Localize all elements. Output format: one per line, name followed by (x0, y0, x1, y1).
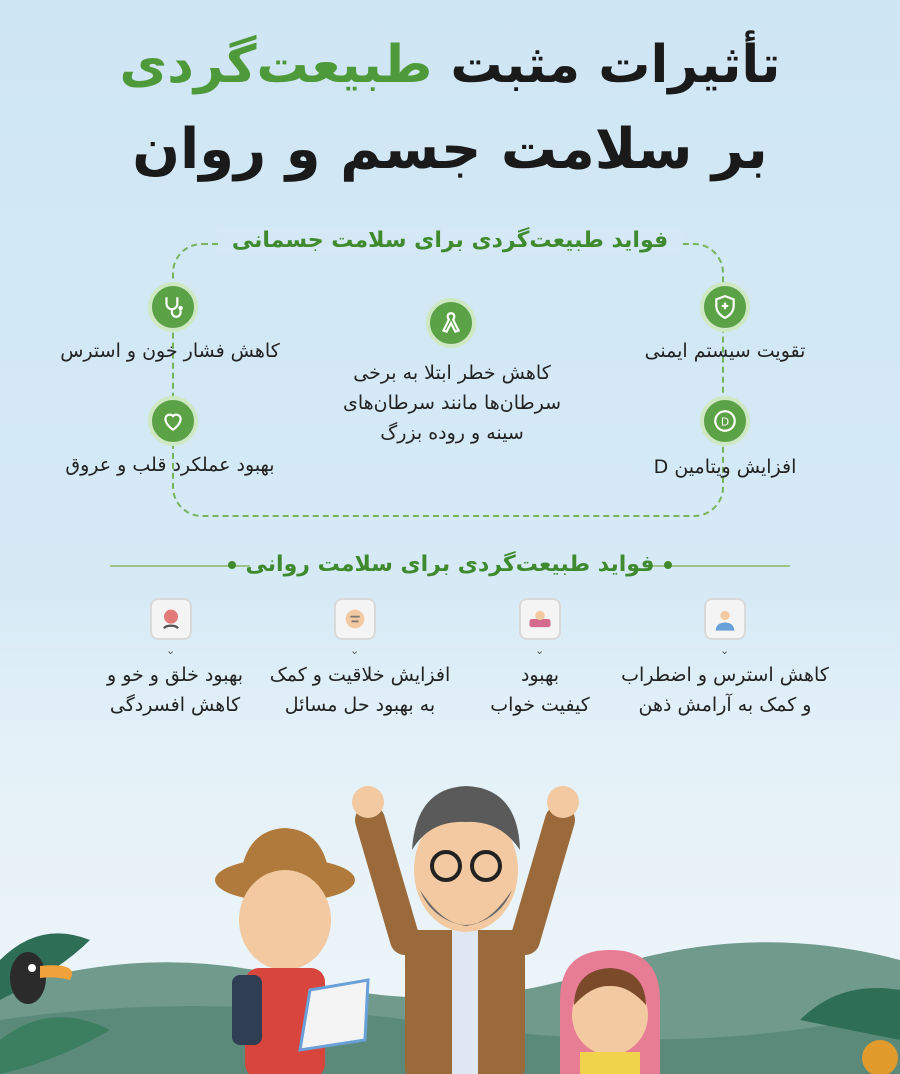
physical-heading: فواید طبیعت‌گردی برای سلامت جسمانی (0, 228, 900, 253)
title-part1: تأثیرات مثبت (432, 35, 781, 95)
sleep-icon (519, 598, 561, 640)
hiking-family-illustration (0, 740, 900, 1074)
mental-item-sleep: بهبود کیفیت خواب (490, 664, 590, 716)
page-title (0, 30, 900, 100)
chevron-down-icon: ⌄ (720, 644, 730, 657)
svg-text:D: D (720, 415, 730, 429)
mental-item-mood: بهبود خلق و خو و کاهش افسردگی (106, 664, 243, 716)
physical-item-immunity: تقویت سیستم ایمنی (644, 340, 806, 362)
bullet-dot (228, 561, 236, 569)
calm-person-icon (704, 598, 746, 640)
cancer-ribbon-icon (426, 298, 476, 348)
physical-item-cancer: کاهش خطر ابتلا به برخی سرطان‌ها مانند سرطان‌های سینه و روده بزرگ (342, 362, 562, 444)
chevron-down-icon: ⌄ (350, 644, 360, 657)
mood-icon (150, 598, 192, 640)
mental-heading: فواید طبیعت‌گردی برای سلامت روانی (0, 552, 900, 577)
chevron-down-icon: ⌄ (535, 644, 545, 657)
mental-item-creativity: افزایش خلاقیت و کمک به بهبود حل مسائل (269, 664, 451, 716)
mental-item-stress: کاهش استرس و اضطراب و کمک به آرامش ذهن (621, 664, 829, 716)
page-subtitle: بر سلامت جسم و روان (132, 117, 768, 182)
shield-plus-icon (700, 282, 750, 332)
stethoscope-icon (148, 282, 198, 332)
physical-item-blood-pressure: کاهش فشار خون و استرس (60, 340, 280, 362)
title-accent: طبیعت‌گردی (119, 35, 433, 95)
vitamin-d-icon (700, 396, 750, 446)
bullet-dot (664, 561, 672, 569)
physical-item-vitamin-d: افزایش ویتامین D (653, 456, 797, 478)
chevron-down-icon: ⌄ (166, 644, 176, 657)
physical-item-heart: بهبود عملکرد قلب و عروق (65, 454, 275, 476)
heart-icon (148, 396, 198, 446)
creative-brain-icon (334, 598, 376, 640)
